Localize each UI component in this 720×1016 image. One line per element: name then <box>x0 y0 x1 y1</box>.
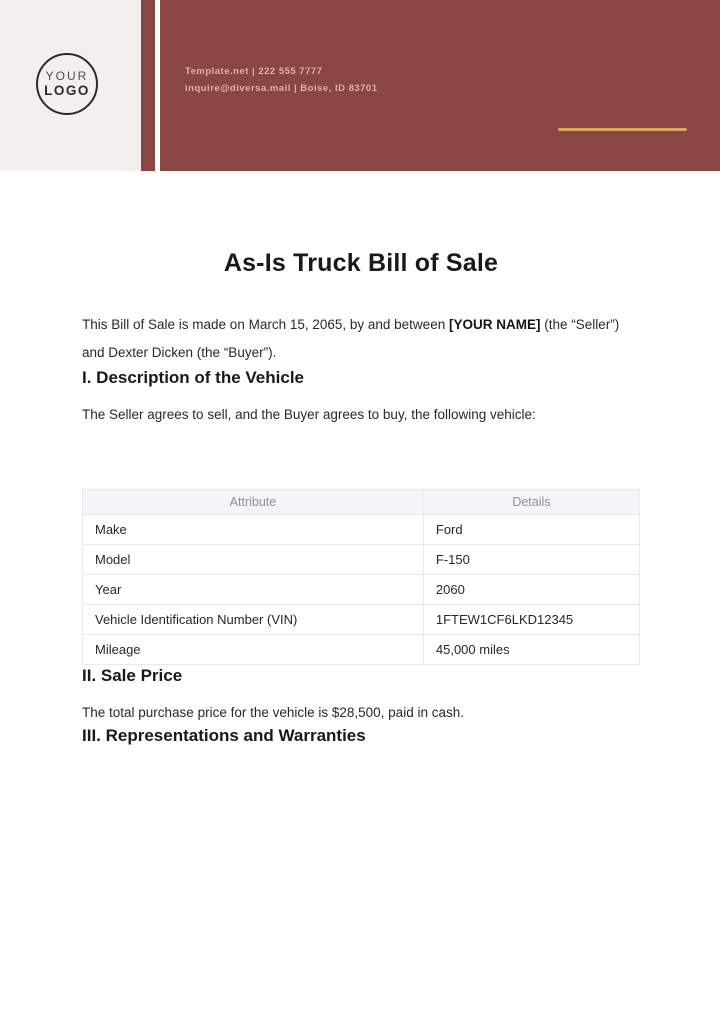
table-row <box>83 515 640 545</box>
table-header-attribute: Attribute <box>83 490 424 515</box>
table-cell: 1FTEW1CF6LKD12345 <box>423 605 639 635</box>
table-cell: Model <box>83 545 424 575</box>
vehicle-table-body <box>83 515 640 665</box>
vehicle-table <box>82 489 640 665</box>
table-cell: F-150 <box>423 545 639 575</box>
table-row <box>83 575 640 605</box>
section-2-body: The total purchase price for the vehicle is $28,500, paid in cash. <box>82 705 464 720</box>
table-cell: Make <box>83 515 424 545</box>
intro-text-post: (the “Seller”) and Dexter Dicken (the “Buyer”). <box>82 317 620 360</box>
intro-paragraph <box>82 311 640 367</box>
masthead <box>0 0 720 171</box>
table-cell: 45,000 miles <box>423 635 639 665</box>
section-1-heading: I. Description of the Vehicle <box>82 368 304 387</box>
logo-text-logo: LOGO <box>44 83 90 98</box>
intro-text-pre: This Bill of Sale is made on March 15, 2065, by and between <box>82 317 449 332</box>
table-header-details: Details <box>423 490 639 515</box>
banner-accent-stripe <box>141 0 155 171</box>
table-cell: Vehicle Identification Number (VIN) <box>83 605 424 635</box>
banner <box>160 0 720 171</box>
logo-panel <box>0 0 141 171</box>
table-cell: Ford <box>423 515 639 545</box>
table-cell: Year <box>83 575 424 605</box>
table-row <box>83 635 640 665</box>
gold-accent-line <box>558 128 687 131</box>
contact-line-1: Template.net | 222 555 7777 <box>185 66 323 77</box>
table-row <box>83 605 640 635</box>
contact-info <box>185 63 378 97</box>
table-cell: Mileage <box>83 635 424 665</box>
section-1-body: The Seller agrees to sell, and the Buyer agrees to buy, the following vehicle: <box>82 407 536 422</box>
intro-your-name-placeholder: [YOUR NAME] <box>448 317 541 332</box>
document-title: As-Is Truck Bill of Sale <box>223 249 499 277</box>
contact-line-2: inquire@diversa.mail | Boise, ID 83701 <box>185 83 378 94</box>
document-body <box>0 248 720 746</box>
logo-text-your: YOUR <box>45 69 89 83</box>
table-row <box>83 545 640 575</box>
table-cell: 2060 <box>423 575 639 605</box>
company-logo <box>36 53 98 115</box>
vehicle-table-head <box>83 490 640 515</box>
section-2-heading: II. Sale Price <box>82 666 183 685</box>
table-header-row <box>83 490 640 515</box>
section-3-heading: III. Representations and Warranties <box>82 726 366 745</box>
